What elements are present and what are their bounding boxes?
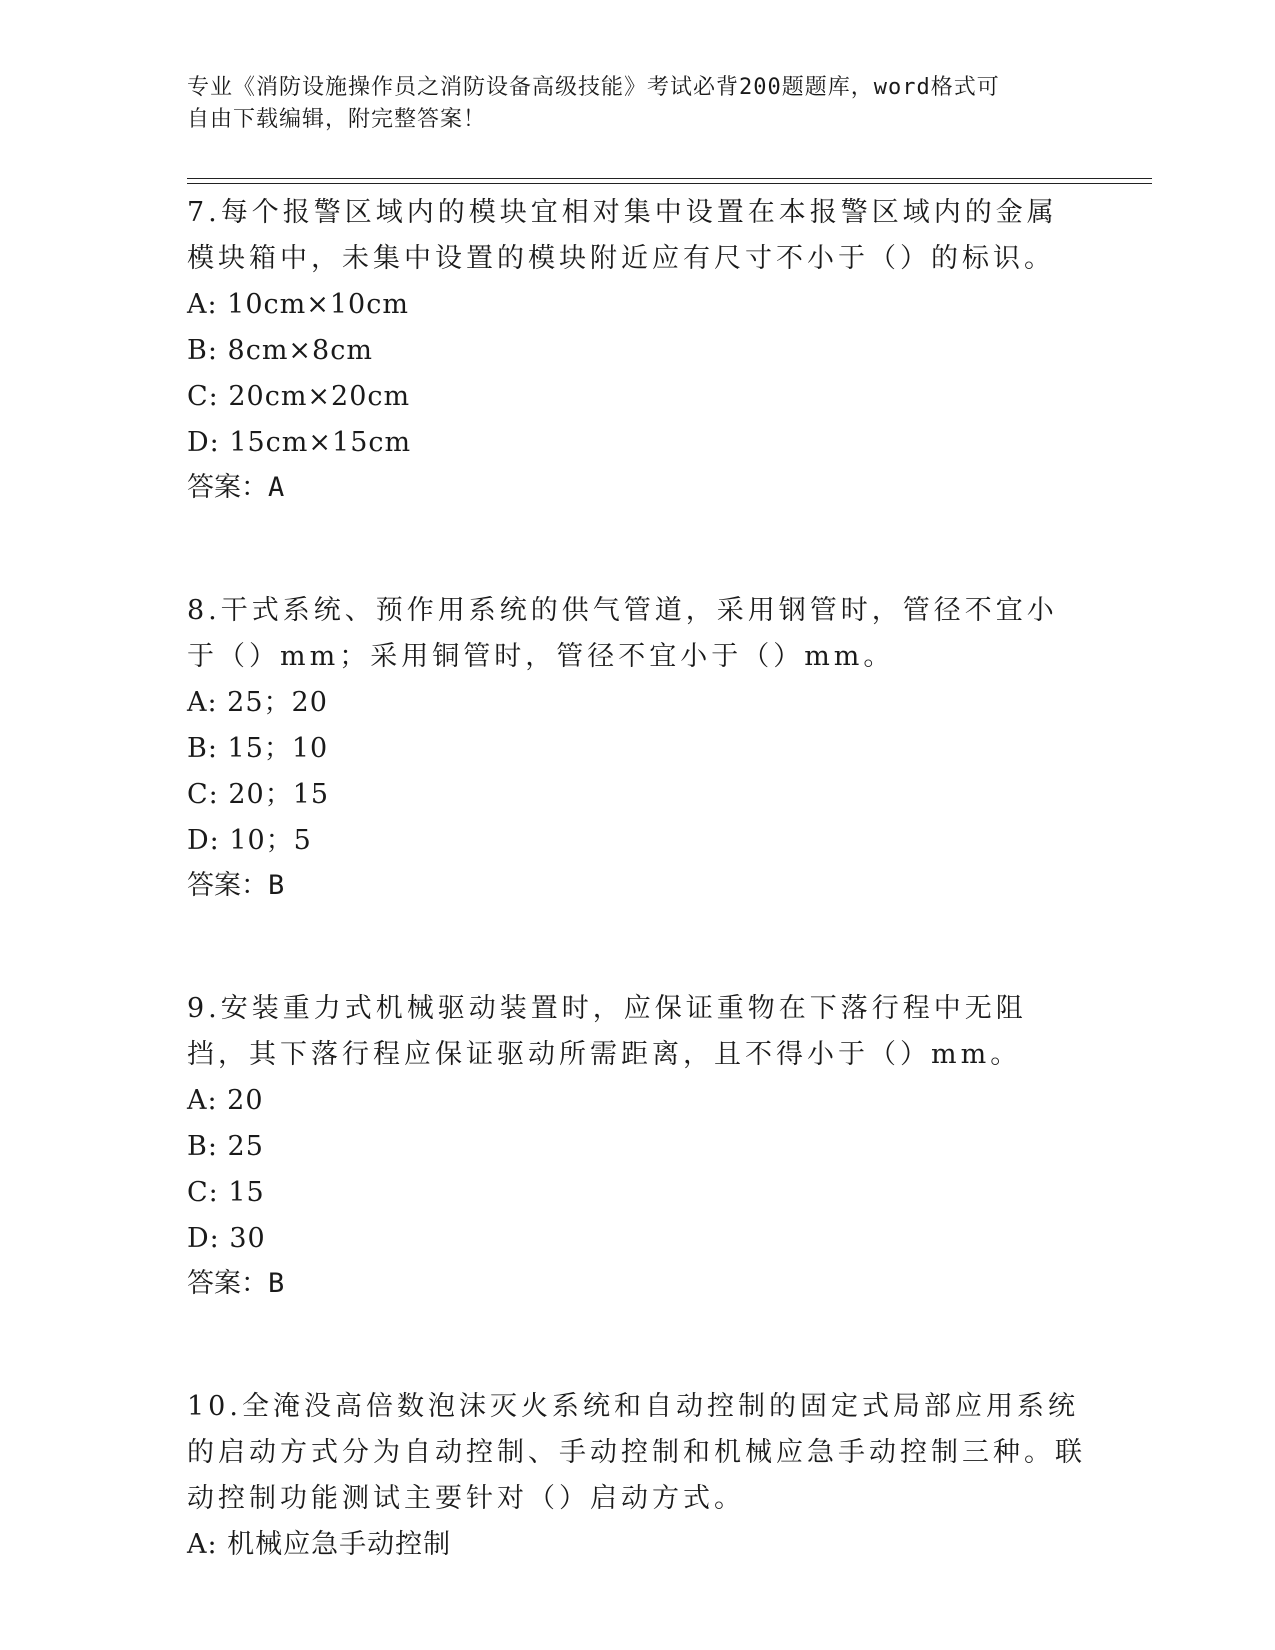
question-text: 10.全淹没高倍数泡沫灭火系统和自动控制的固定式局部应用系统的启动方式分为自动控制、手动控制和机械应急手动控制三种。联动控制功能测试主要针对（）启动方式。	[187, 1391, 1086, 1514]
question-8	[187, 588, 1087, 908]
option-a: A: 机械应急手动控制	[187, 1529, 452, 1560]
option-c: C: 15	[187, 1177, 265, 1208]
question-gap	[187, 510, 1087, 584]
answer-line: 答案：A	[187, 472, 285, 503]
option-d: D: 10；5	[187, 825, 312, 856]
document-header	[187, 72, 1067, 136]
header-title-line-1: 专业《消防设施操作员之消防设备高级技能》考试必背200题题库，word格式可	[187, 75, 1000, 100]
question-text: 9.安装重力式机械驱动装置时，应保证重物在下落行程中无阻挡，其下落行程应保证驱动所需距离，且不得小于（）mm。	[187, 993, 1027, 1070]
option-a: A: 25；20	[187, 687, 328, 718]
option-d: D: 30	[187, 1223, 266, 1254]
header-divider-top	[187, 178, 1152, 179]
question-10	[187, 1384, 1087, 1568]
question-gap	[187, 908, 1087, 982]
answer-line: 答案：B	[187, 1268, 285, 1299]
header-divider-bottom	[187, 183, 1152, 184]
question-text: 8.干式系统、预作用系统的供气管道，采用钢管时，管径不宜小于（）mm；采用铜管时，管径不宜小于（）mm。	[187, 595, 1058, 672]
option-b: B: 15；10	[187, 733, 329, 764]
option-a: A: 20	[187, 1085, 264, 1116]
option-d: D: 15cm×15cm	[187, 427, 412, 458]
option-b: B: 8cm×8cm	[187, 335, 373, 366]
option-c: C: 20；15	[187, 779, 330, 810]
header-title-line-2: 自由下载编辑，附完整答案！	[187, 107, 487, 132]
question-list	[187, 186, 1087, 1568]
question-gap	[187, 1306, 1087, 1380]
option-b: B: 25	[187, 1131, 264, 1162]
question-7	[187, 190, 1087, 510]
option-a: A: 10cm×10cm	[187, 289, 409, 320]
option-c: C: 20cm×20cm	[187, 381, 411, 412]
answer-line: 答案：B	[187, 870, 285, 901]
question-text: 7.每个报警区域内的模块宜相对集中设置在本报警区域内的金属模块箱中，未集中设置的模块附近应有尺寸不小于（）的标识。	[187, 197, 1058, 274]
question-9	[187, 986, 1087, 1306]
